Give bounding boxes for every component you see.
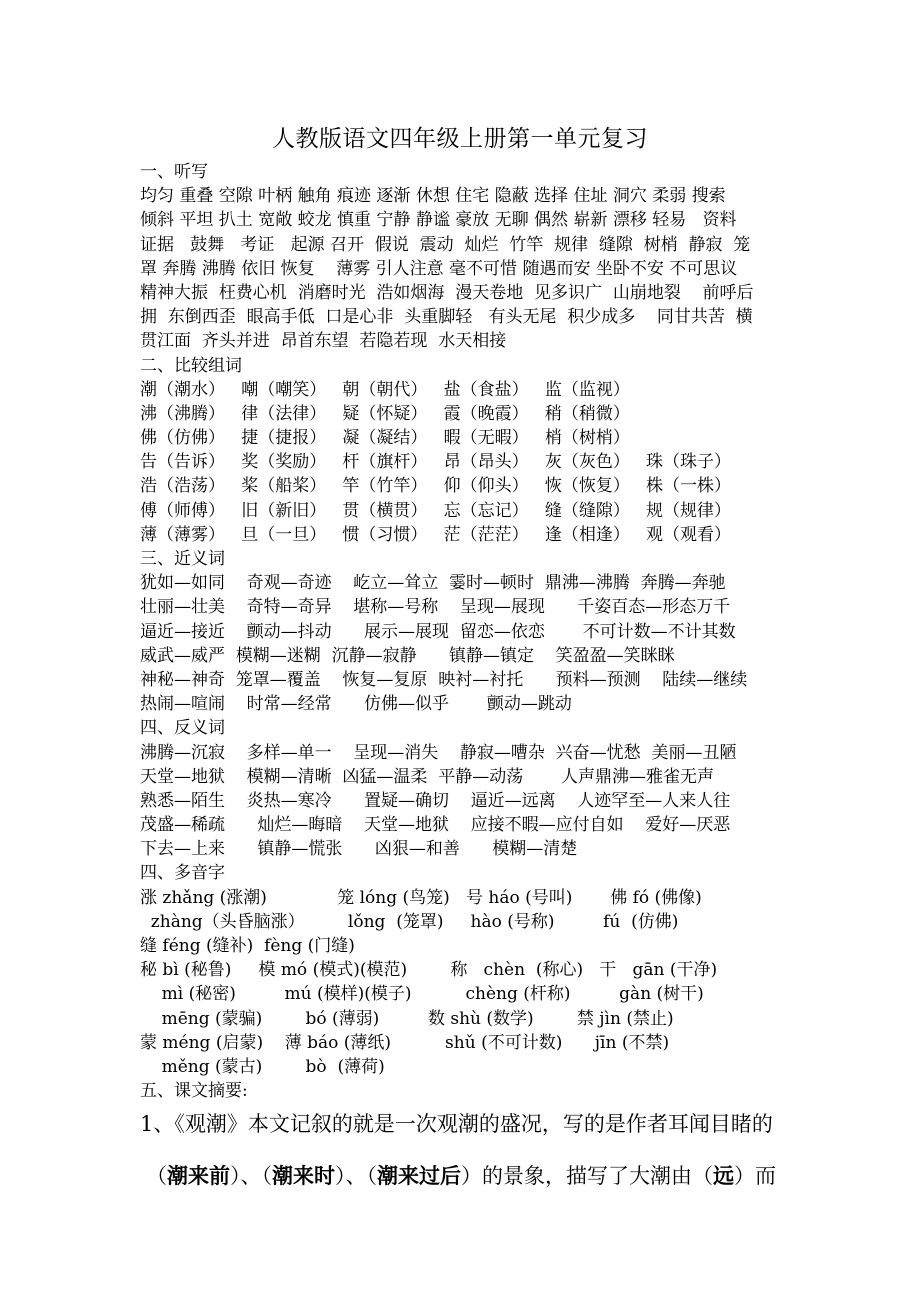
dictation-block <box>140 184 800 353</box>
synonym-line: 逼近—接近 颤动—抖动 展示—展现 留恋—依恋 不可计数—不计其数 <box>140 621 736 642</box>
compare-line: 告（告诉） 奖（奖励） 杆（旗杆） 昂（昂头） 灰（灰色） 珠（珠子） <box>140 452 732 473</box>
summary-text: ）、（ <box>335 1164 377 1188</box>
section-heading-antonyms: 四、反义词 <box>140 718 225 739</box>
dictation-line: 罩 奔腾 沸腾 依旧 恢复 薄雾 引人注意 毫不可惜 随遇而安 坐卧不安 不可思议 <box>140 258 738 279</box>
synonyms-block <box>140 571 800 716</box>
polyphone-line: mēng (蒙骗) bó (薄弱) 数 shù (数学) 禁 jìn (禁止) <box>140 1008 674 1029</box>
dictation-line: 倾斜 平坦 扒土 宽敞 蛟龙 慎重 宁静 静谧 豪放 无聊 偶然 崭新 漂移 轻易 资料 <box>140 210 737 231</box>
synonym-line: 威武—威严 模糊—迷糊 沉静—寂静 镇静—镇定 笑盈盈—笑眯眯 <box>140 645 675 666</box>
polyphone-line: 缝 féng (缝补) fèng (门缝) <box>140 936 355 956</box>
polyphone-line: mì (秘密) mú (模样)(模子) chèng (杆称) gàn (树干) <box>140 984 704 1005</box>
polyphone-line: 秘 bì (秘鲁) 模 mó (模式)(模范) 称 chèn (称心) 干 gān (干净) <box>140 960 718 981</box>
antonym-line: 沸腾—沉寂 多样—单一 呈现—消失 静寂—嘈杂 兴奋—忧愁 美丽—丑陋 <box>140 742 737 763</box>
compare-line: 薄（薄雾） 旦（一旦） 惯（习惯） 茫（茫茫） 逢（相逢） 观（观看） <box>140 524 732 545</box>
section-heading-compare: 二、比较组词 <box>140 355 242 376</box>
summary-block <box>140 1108 800 1192</box>
dictation-line: 证据 鼓舞 考证 起源 召开 假说 震动 灿烂 竹竿 规律 缝隙 树梢 静寂 笼 <box>140 234 751 255</box>
summary-text: ）而 <box>734 1164 776 1188</box>
compare-line: 潮（潮水） 嘲（嘲笑） 朝（朝代） 盐（食盐） 监（监视） <box>140 379 630 400</box>
synonym-line: 神秘—神奇 笼罩—覆盖 恢复—复原 映衬—衬托 预料—预测 陆续—继续 <box>140 669 748 690</box>
polyphone-line: 涨 zhǎng (涨潮) 笼 lóng (鸟笼) 号 háo (号叫) 佛 fó (佛像) <box>140 887 702 908</box>
section-heading-summary: 五、课文摘要: <box>140 1081 248 1102</box>
summary-line-1: 1、《观潮》本文记叙的就是一次观潮的盛况，写的是作者耳闻目睹的 <box>140 1112 773 1136</box>
summary-emphasis: 潮来时 <box>272 1163 335 1188</box>
compare-line: 沸（沸腾） 律（法律） 疑（怀疑） 霞（晚霞） 稍（稍微） <box>140 403 630 424</box>
summary-line-2 <box>140 1160 800 1192</box>
section-heading-synonyms: 三、近义词 <box>140 549 225 569</box>
dictation-line: 贯江面 齐头并进 昂首东望 若隐若现 水天相接 <box>140 331 507 352</box>
compare-line: 傅（师傅） 旧（新旧） 贯（横贯） 忘（忘记） 缝（缝隙） 规（规律） <box>140 500 732 521</box>
section-heading-dictation: 一、听写 <box>140 162 208 182</box>
synonym-line: 犹如—如同 奇观—奇迹 屹立—耸立 霎时—顿时 鼎沸—沸腾 奔腾—奔驰 <box>140 573 726 594</box>
summary-text: （ <box>146 1164 167 1188</box>
compare-line: 浩（浩荡） 桨（船桨） 竿（竹竿） 仰（仰头） 恢（恢复） 株（一株） <box>140 476 732 497</box>
compare-line: 佛（仿佛） 捷（捷报） 凝（凝结） 暇（无暇） 梢（树梢） <box>140 428 630 449</box>
polyphone-line: zhàng（头昏脑涨） lǒng (笼罩) hào (号称) fú (仿佛) <box>140 911 679 932</box>
compare-block <box>140 378 800 547</box>
section-heading-polyphones: 四、多音字 <box>140 863 225 884</box>
antonym-line: 天堂—地狱 模糊—清晰 凶猛—温柔 平静—动荡 人声鼎沸—雅雀无声 <box>140 766 715 787</box>
summary-emphasis: 潮来过后 <box>377 1163 461 1188</box>
dictation-line: 拥 东倒西歪 眼高手低 口是心非 头重脚轻 有头无尾 积少成多 同甘共苦 横 <box>140 307 753 328</box>
summary-text: ）的景象，描写了大潮由（ <box>461 1164 713 1188</box>
antonym-line: 熟悉—陌生 炎热—寒冷 置疑—确切 逼近—远离 人迹罕至—人来人往 <box>140 790 731 811</box>
antonym-line: 下去—上来 镇静—慌张 凶狠—和善 模糊—清楚 <box>140 839 578 860</box>
content-body <box>140 160 800 1103</box>
summary-emphasis: 潮来前 <box>167 1163 230 1188</box>
synonym-line: 热闹—喧闹 时常—经常 仿佛—似乎 颤动—跳动 <box>140 694 572 715</box>
synonym-line: 壮丽—壮美 奇特—奇异 堪称—号称 呈现—展现 千姿百态—形态万千 <box>140 597 731 618</box>
summary-text: ）、（ <box>230 1164 272 1188</box>
polyphone-line: měng (蒙古) bò (薄荷) <box>140 1056 385 1077</box>
dictation-line: 均匀 重叠 空隙 叶柄 触角 痕迹 逐渐 休想 住宅 隐蔽 选择 住址 洞穴 柔弱 搜索 <box>140 186 726 207</box>
antonym-line: 茂盛—稀疏 灿烂—晦暗 天堂—地狱 应接不暇—应付自如 爱好—厌恶 <box>140 815 731 836</box>
summary-emphasis: 远 <box>713 1163 734 1188</box>
dictation-line: 精神大振 枉费心机 消磨时光 浩如烟海 漫天卷地 见多识广 山崩地裂 前呼后 <box>140 282 754 303</box>
antonyms-block <box>140 741 800 862</box>
polyphone-line: 蒙 méng (启蒙) 薄 báo (薄纸) shǔ (不可计数) jīn (不禁) <box>140 1032 670 1053</box>
page-title: 人教版语文四年级上册第一单元复习 <box>272 126 648 152</box>
polyphones-block <box>140 886 800 1080</box>
